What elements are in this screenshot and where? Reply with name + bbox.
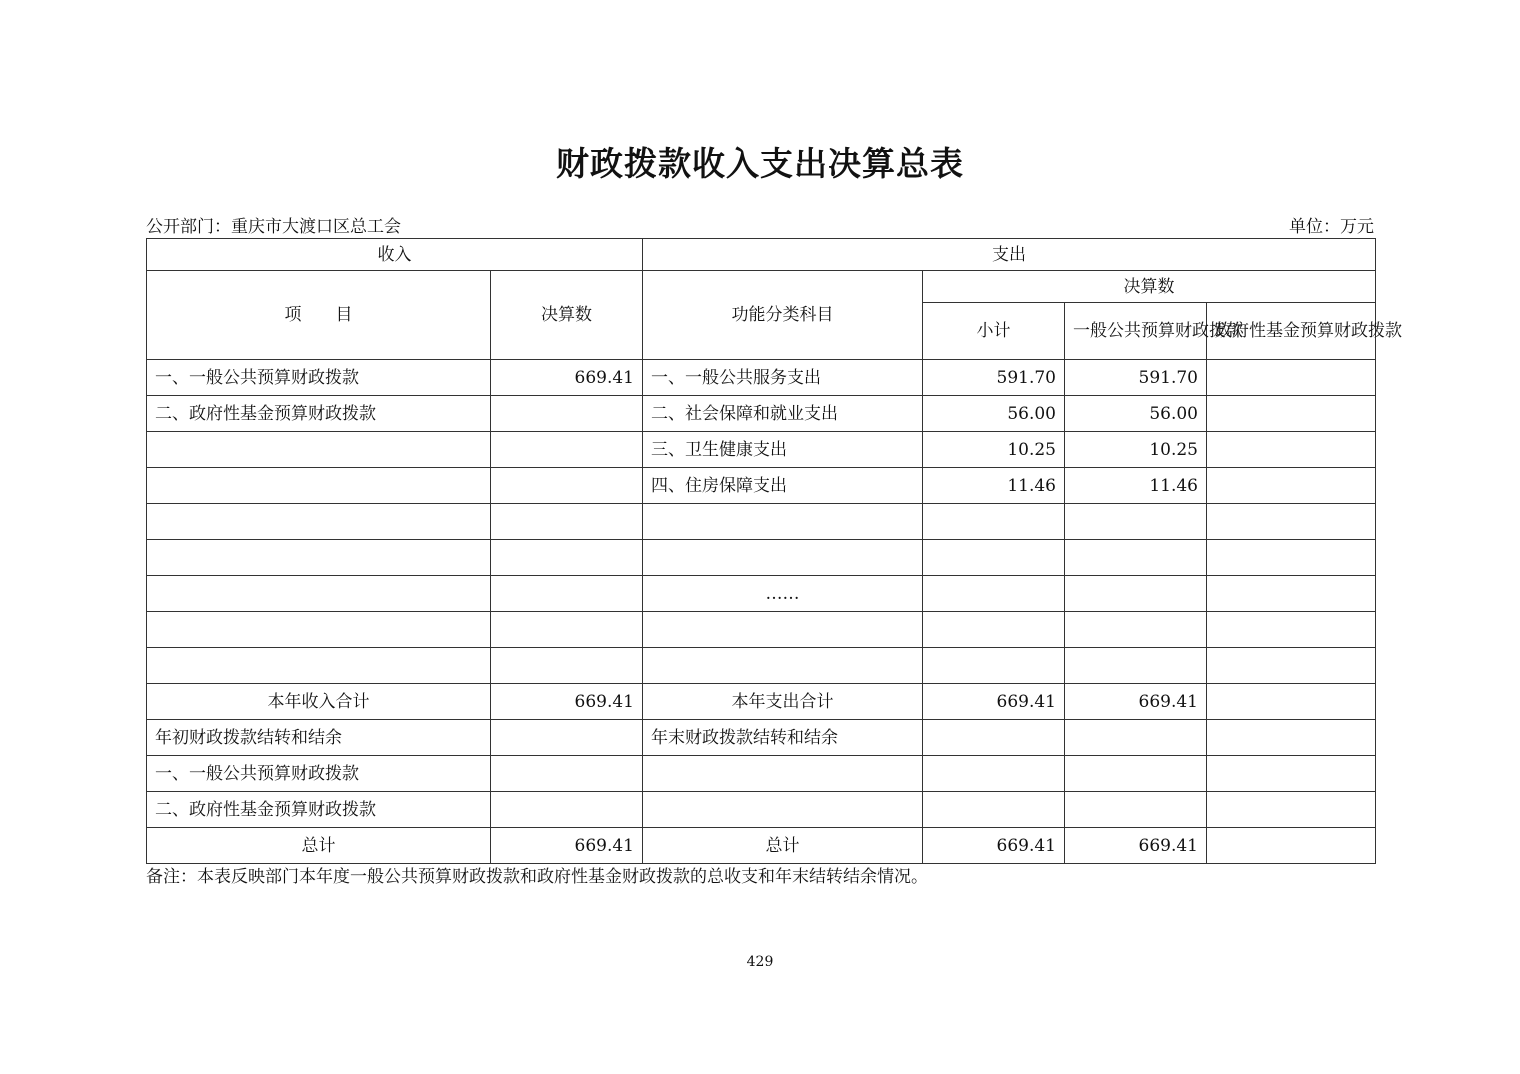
income-amount-cell xyxy=(491,612,643,648)
table-row xyxy=(147,360,1376,396)
table-note: 备注：本表反映部门本年度一般公共预算财政拨款和政府性基金财政拨款的总收支和年末结转结余情况。 xyxy=(146,867,928,887)
year-total-row xyxy=(147,684,1376,720)
table-row xyxy=(147,540,1376,576)
subtotal-cell: 591.70 xyxy=(923,360,1065,396)
income-item-cell xyxy=(147,576,491,612)
end-general-fund xyxy=(1207,756,1376,792)
balance-row xyxy=(147,720,1376,756)
income-amount-cell xyxy=(491,396,643,432)
grand-expense-label: 总计 xyxy=(643,828,923,864)
begin-general-label: 一、一般公共预算财政拨款 xyxy=(147,756,491,792)
expense-item-cell xyxy=(643,612,923,648)
header-row-1 xyxy=(147,239,1376,271)
expense-item-cell: 四、住房保障支出 xyxy=(643,468,923,504)
general-cell xyxy=(1065,504,1207,540)
begin-fund-label: 二、政府性基金预算财政拨款 xyxy=(147,792,491,828)
subtotal-cell: 11.46 xyxy=(923,468,1065,504)
fund-cell xyxy=(1207,432,1376,468)
fund-cell xyxy=(1207,540,1376,576)
general-cell xyxy=(1065,540,1207,576)
header-row-2 xyxy=(147,271,1376,303)
end-balance-subtotal xyxy=(923,720,1065,756)
expense-item-cell: 二、社会保障和就业支出 xyxy=(643,396,923,432)
income-item-cell: 一、一般公共预算财政拨款 xyxy=(147,360,491,396)
end-fund-subtotal xyxy=(923,792,1065,828)
gov-fund-header: 政府性基金预算财政拨款 xyxy=(1207,303,1376,360)
unit-label: 单位：万元 xyxy=(1289,217,1374,237)
fund-cell xyxy=(1207,396,1376,432)
grand-expense-fund xyxy=(1207,828,1376,864)
expense-ellipsis-cell: …… xyxy=(643,576,923,612)
income-amount-cell xyxy=(491,504,643,540)
end-fund-general xyxy=(1065,792,1207,828)
income-item-cell xyxy=(147,648,491,684)
end-general-general xyxy=(1065,756,1207,792)
expense-item-cell xyxy=(643,648,923,684)
table-row xyxy=(147,468,1376,504)
fund-cell xyxy=(1207,360,1376,396)
year-income-value: 669.41 xyxy=(491,684,643,720)
table-row xyxy=(147,648,1376,684)
balance-row xyxy=(147,792,1376,828)
end-balance-label: 年末财政拨款结转和结余 xyxy=(643,720,923,756)
general-cell: 10.25 xyxy=(1065,432,1207,468)
expense-item-cell: 三、卫生健康支出 xyxy=(643,432,923,468)
begin-fund-value xyxy=(491,792,643,828)
table-row xyxy=(147,612,1376,648)
income-item-cell xyxy=(147,468,491,504)
general-cell xyxy=(1065,612,1207,648)
fund-cell xyxy=(1207,468,1376,504)
page-title: 财政拨款收入支出决算总表 xyxy=(556,144,964,183)
income-amount-cell xyxy=(491,432,643,468)
end-balance-general xyxy=(1065,720,1207,756)
expense-item-cell xyxy=(643,504,923,540)
subtotal-cell xyxy=(923,504,1065,540)
subtotal-cell xyxy=(923,576,1065,612)
year-expense-fund xyxy=(1207,684,1376,720)
subtotal-header: 小计 xyxy=(923,303,1065,360)
end-fund-fund xyxy=(1207,792,1376,828)
fund-cell xyxy=(1207,504,1376,540)
expense-amount-header: 决算数 xyxy=(923,271,1376,303)
grand-expense-general: 669.41 xyxy=(1065,828,1207,864)
general-budget-header: 一般公共预算财政拨款 xyxy=(1065,303,1207,360)
subtotal-cell: 56.00 xyxy=(923,396,1065,432)
end-general-label xyxy=(643,756,923,792)
expense-header: 支出 xyxy=(643,239,1376,271)
table-row xyxy=(147,504,1376,540)
end-fund-label xyxy=(643,792,923,828)
year-expense-subtotal: 669.41 xyxy=(923,684,1065,720)
fund-cell xyxy=(1207,648,1376,684)
subtotal-cell xyxy=(923,612,1065,648)
fund-cell xyxy=(1207,612,1376,648)
begin-general-value xyxy=(491,756,643,792)
income-amount-cell: 669.41 xyxy=(491,360,643,396)
table-row xyxy=(147,576,1376,612)
general-cell xyxy=(1065,648,1207,684)
income-amount-cell xyxy=(491,468,643,504)
income-item-cell xyxy=(147,504,491,540)
grand-income-value: 669.41 xyxy=(491,828,643,864)
income-amount-cell xyxy=(491,540,643,576)
income-amount-cell xyxy=(491,648,643,684)
department-label: 公开部门：重庆市大渡口区总工会 xyxy=(146,217,401,237)
income-header: 收入 xyxy=(147,239,643,271)
income-amount-cell xyxy=(491,576,643,612)
income-amount-header: 决算数 xyxy=(491,271,643,360)
function-category-header: 功能分类科目 xyxy=(643,271,923,360)
general-cell: 11.46 xyxy=(1065,468,1207,504)
year-expense-label: 本年支出合计 xyxy=(643,684,923,720)
income-item-cell xyxy=(147,612,491,648)
income-item-cell xyxy=(147,432,491,468)
begin-balance-label: 年初财政拨款结转和结余 xyxy=(147,720,491,756)
grand-total-row xyxy=(147,828,1376,864)
expense-item-cell: 一、一般公共服务支出 xyxy=(643,360,923,396)
subtotal-cell: 10.25 xyxy=(923,432,1065,468)
expense-item-cell xyxy=(643,540,923,576)
page-number: 429 xyxy=(746,954,774,970)
fund-cell xyxy=(1207,576,1376,612)
table-row xyxy=(147,432,1376,468)
general-cell xyxy=(1065,576,1207,612)
income-item-cell xyxy=(147,540,491,576)
subtotal-cell xyxy=(923,648,1065,684)
balance-row xyxy=(147,756,1376,792)
budget-table xyxy=(146,238,1402,864)
grand-income-label: 总计 xyxy=(147,828,491,864)
begin-balance-value xyxy=(491,720,643,756)
end-general-subtotal xyxy=(923,756,1065,792)
item-header: 项 目 xyxy=(147,271,491,360)
table-row xyxy=(147,396,1376,432)
subtotal-cell xyxy=(923,540,1065,576)
general-cell: 56.00 xyxy=(1065,396,1207,432)
year-expense-general: 669.41 xyxy=(1065,684,1207,720)
year-income-label: 本年收入合计 xyxy=(147,684,491,720)
income-item-cell: 二、政府性基金预算财政拨款 xyxy=(147,396,491,432)
end-balance-fund xyxy=(1207,720,1376,756)
general-cell: 591.70 xyxy=(1065,360,1207,396)
grand-expense-subtotal: 669.41 xyxy=(923,828,1065,864)
